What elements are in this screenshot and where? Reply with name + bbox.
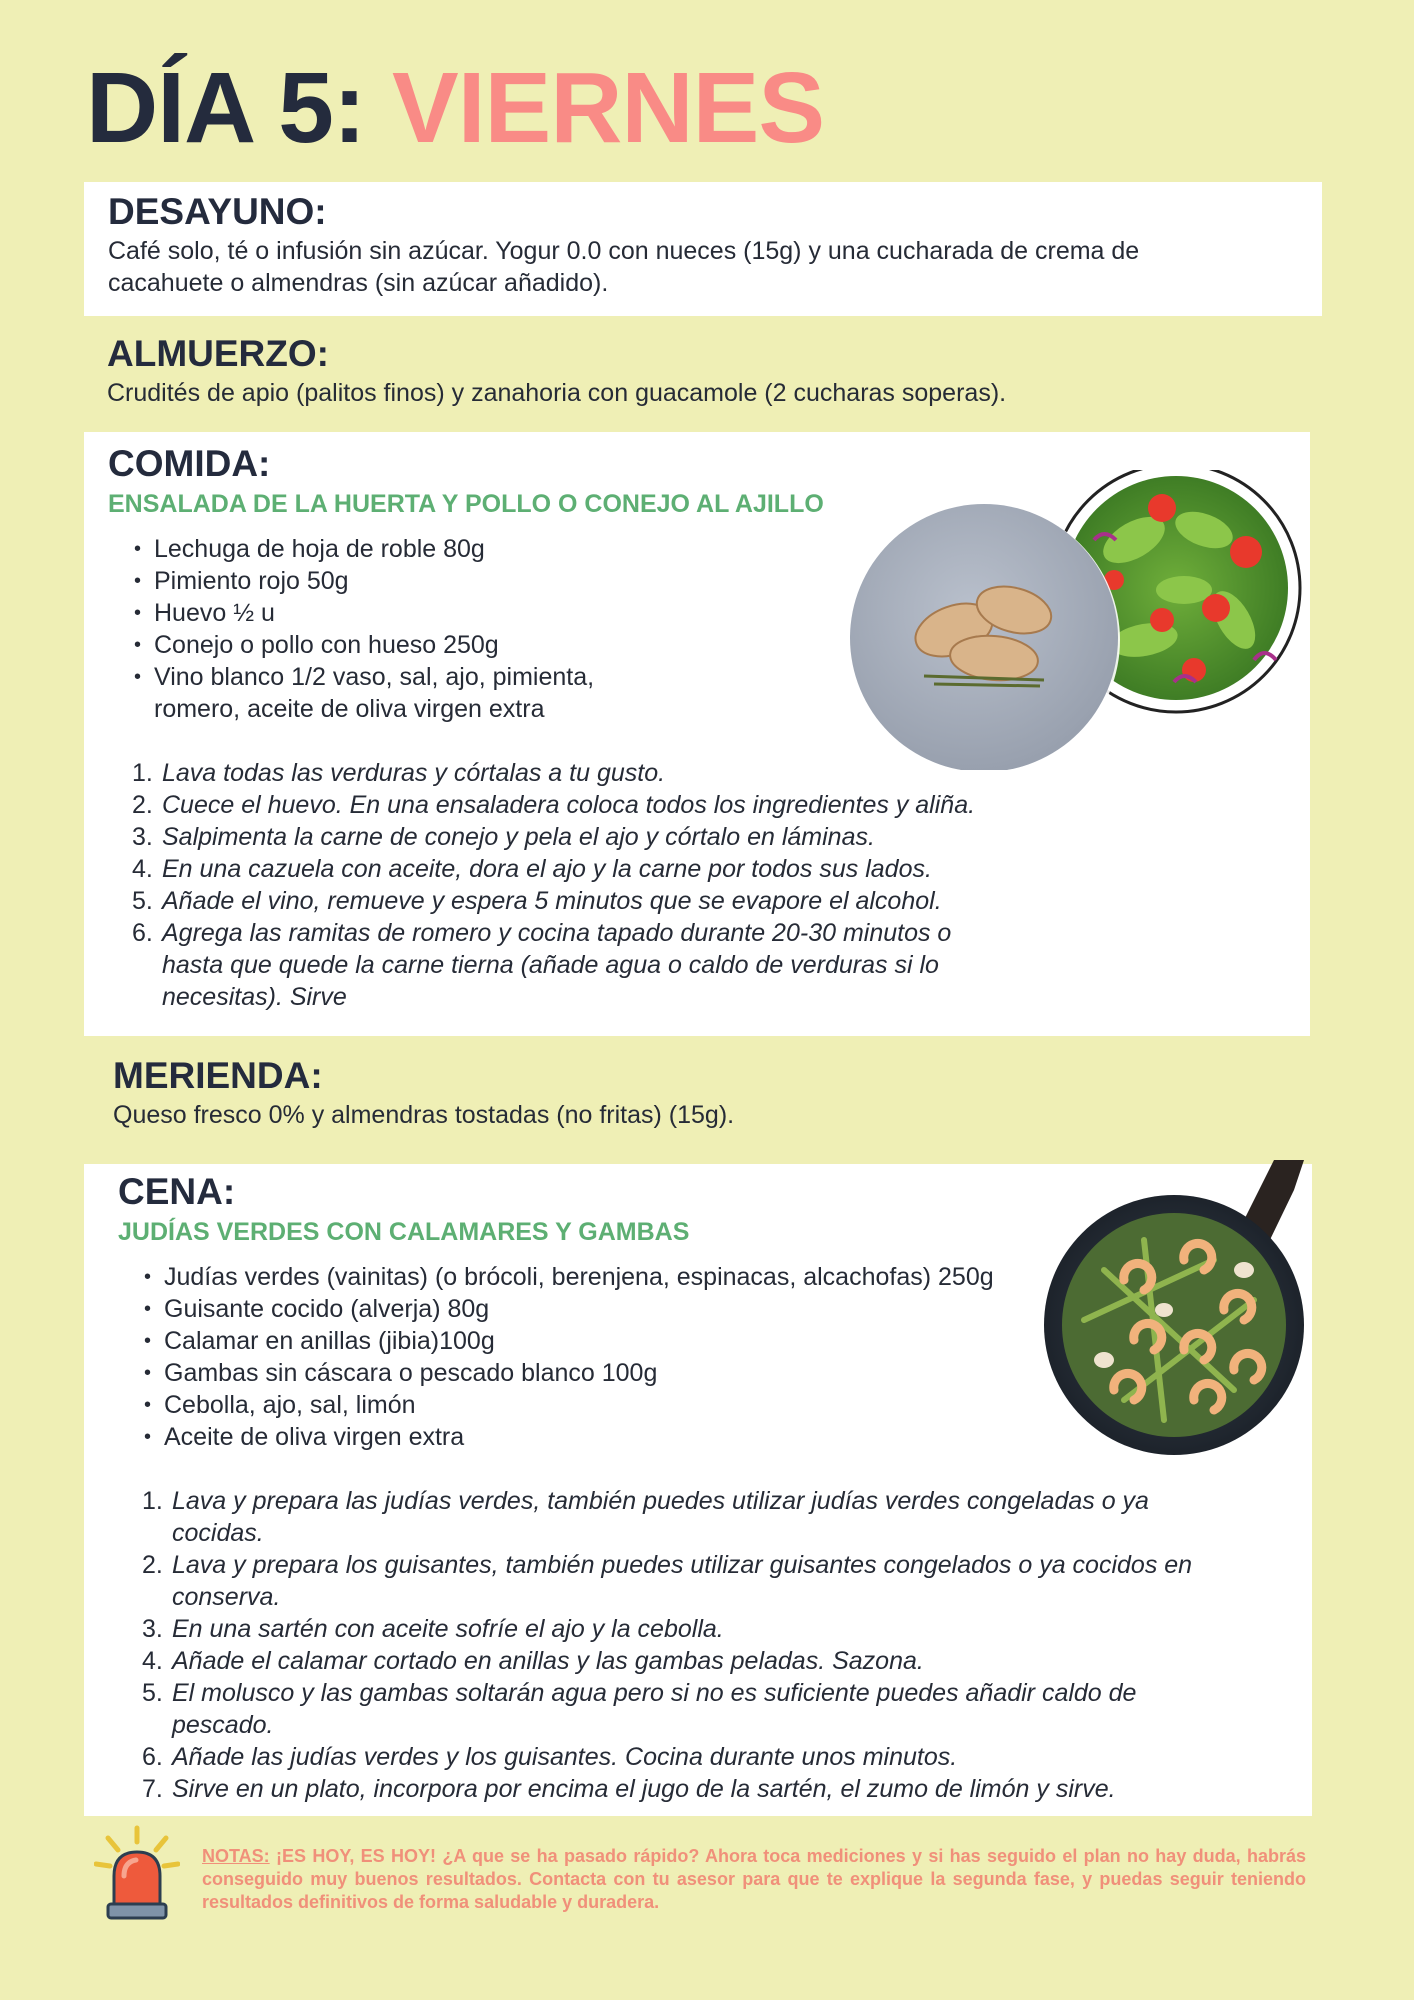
ingredient-item	[142, 1293, 1062, 1325]
step-item	[132, 917, 1012, 1013]
cena-card	[84, 1164, 1312, 1816]
step-text: En una cazuela con aceite, dora el ajo y la carne por todos sus lados.	[162, 854, 932, 883]
step-item	[132, 789, 1012, 821]
ingredient-item	[142, 1357, 1062, 1389]
siren-icon	[94, 1824, 180, 1924]
ingredient-text: Vino blanco 1/2 vaso, sal, ajo, pimienta, romero, aceite de oliva virgen extra	[154, 662, 595, 723]
almuerzo-text: Crudités de apio (palitos finos) y zanahoria con guacamole (2 cucharas soperas).	[107, 378, 1007, 407]
step-number: 4.	[132, 854, 153, 883]
cena-recipe-title: JUDÍAS VERDES CON CALAMARES Y GAMBAS	[118, 1217, 690, 1246]
step-item	[142, 1485, 1202, 1549]
ingredient-text: Gambas sin cáscara o pescado blanco 100g	[164, 1358, 658, 1387]
step-text: El molusco y las gambas soltarán agua pero si no es suficiente puedes añadir caldo de pescado.	[172, 1678, 1137, 1739]
step-number: 6.	[132, 918, 153, 947]
ingredient-item	[142, 1389, 1062, 1421]
step-text: Añade las judías verdes y los guisantes. Cocina durante unos minutos.	[172, 1742, 958, 1771]
step-item	[142, 1549, 1202, 1613]
step-number: 5.	[142, 1678, 163, 1707]
comida-ingredients	[132, 533, 632, 725]
step-item	[142, 1645, 1202, 1677]
desayuno-card	[84, 182, 1322, 316]
ingredient-item	[132, 533, 632, 565]
merienda-text: Queso fresco 0% y almendras tostadas (no fritas) (15g).	[113, 1100, 735, 1129]
step-number: 1.	[142, 1486, 163, 1515]
desayuno-title: DESAYUNO:	[108, 191, 327, 232]
notes-body: ¡ES HOY, ES HOY! ¿A que se ha pasado rápido? Ahora toca mediciones y si has seguido el plan no hay duda, habrás conseguido muy buenos resultados. Contacta con tu asesor para que te explique la segunda fase, y puedas seguir teniendo resultados definitivos de forma saludable y duradera.	[202, 1846, 1306, 1912]
ingredient-item	[132, 629, 632, 661]
almuerzo-section	[107, 334, 1307, 409]
merienda-section	[113, 1056, 1313, 1131]
comida-title: COMIDA:	[108, 443, 271, 484]
comida-card	[84, 432, 1310, 1036]
step-number: 3.	[132, 822, 153, 851]
weekday-name: VIERNES	[392, 52, 825, 164]
ingredient-text: Guisante cocido (alverja) 80g	[164, 1294, 490, 1323]
ingredient-item	[132, 597, 632, 629]
step-number: 4.	[142, 1646, 163, 1675]
step-number: 3.	[142, 1614, 163, 1643]
day-number: DÍA 5:	[86, 52, 366, 164]
shrimp-pan-image	[1044, 1160, 1314, 1460]
ingredient-item	[142, 1325, 1062, 1357]
notes-text	[202, 1845, 1306, 1914]
ingredient-text: Cebolla, ajo, sal, limón	[164, 1390, 416, 1419]
step-number: 2.	[142, 1550, 163, 1579]
step-text: En una sartén con aceite sofríe el ajo y la cebolla.	[172, 1614, 724, 1643]
notes-label: NOTAS:	[202, 1846, 270, 1866]
step-item	[142, 1677, 1202, 1741]
comida-steps	[132, 757, 1012, 1013]
ingredient-text: Judías verdes (vainitas) (o brócoli, berenjena, espinacas, alcachofas) 250g	[164, 1262, 994, 1291]
step-number: 7.	[142, 1774, 163, 1803]
ingredient-item	[132, 661, 632, 725]
step-number: 5.	[132, 886, 153, 915]
step-text: Lava todas las verduras y córtalas a tu gusto.	[162, 758, 666, 787]
cena-title: CENA:	[118, 1171, 236, 1212]
page-title	[86, 52, 825, 164]
merienda-title: MERIENDA:	[113, 1055, 323, 1096]
step-item	[142, 1613, 1202, 1645]
step-text: Añade el vino, remueve y espera 5 minutos que se evapore el alcohol.	[162, 886, 942, 915]
step-text: Lava y prepara las judías verdes, también puedes utilizar judías verdes congeladas o ya cocidas.	[172, 1486, 1149, 1547]
desayuno-text: Café solo, té o infusión sin azúcar. Yogur 0.0 con nueces (15g) y una cucharada de crema de cacahuete o almendras (sin azúcar añadido).	[108, 236, 1140, 297]
step-item	[132, 885, 1012, 917]
step-number: 2.	[132, 790, 153, 819]
step-text: Lava y prepara los guisantes, también puedes utilizar guisantes congelados o ya cocidos en conserva.	[172, 1550, 1193, 1611]
comida-recipe-title: ENSALADA DE LA HUERTA Y POLLO O CONEJO AL AJILLO	[108, 489, 824, 518]
step-item	[142, 1741, 1202, 1773]
step-text: Agrega las ramitas de romero y cocina tapado durante 20-30 minutos o hasta que quede la carne tierna (añade agua o caldo de verduras si lo necesitas). Sirve	[162, 918, 952, 1011]
ingredient-item	[142, 1421, 1062, 1453]
ingredient-text: Aceite de oliva virgen extra	[164, 1422, 465, 1451]
chicken-salad-image	[844, 470, 1304, 770]
step-item	[142, 1773, 1202, 1805]
ingredient-text: Lechuga de hoja de roble 80g	[154, 534, 485, 563]
step-number: 6.	[142, 1742, 163, 1771]
ingredient-text: Conejo o pollo con hueso 250g	[154, 630, 499, 659]
step-text: Cuece el huevo. En una ensaladera coloca todos los ingredientes y aliña.	[162, 790, 976, 819]
almuerzo-title: ALMUERZO:	[107, 333, 329, 374]
ingredient-text: Huevo ½ u	[154, 598, 275, 627]
step-text: Añade el calamar cortado en anillas y las gambas peladas. Sazona.	[172, 1646, 924, 1675]
step-item	[132, 853, 1012, 885]
step-item	[132, 821, 1012, 853]
cena-steps	[142, 1485, 1202, 1805]
cena-ingredients	[142, 1261, 1062, 1453]
ingredient-item	[132, 565, 632, 597]
ingredient-item	[142, 1261, 1062, 1293]
step-number: 1.	[132, 758, 153, 787]
ingredient-text: Pimiento rojo 50g	[154, 566, 349, 595]
ingredient-text: Calamar en anillas (jibia)100g	[164, 1326, 495, 1355]
step-text: Salpimenta la carne de conejo y pela el ajo y córtalo en láminas.	[162, 822, 875, 851]
step-text: Sirve en un plato, incorpora por encima el jugo de la sartén, el zumo de limón y sirve.	[172, 1774, 1116, 1803]
